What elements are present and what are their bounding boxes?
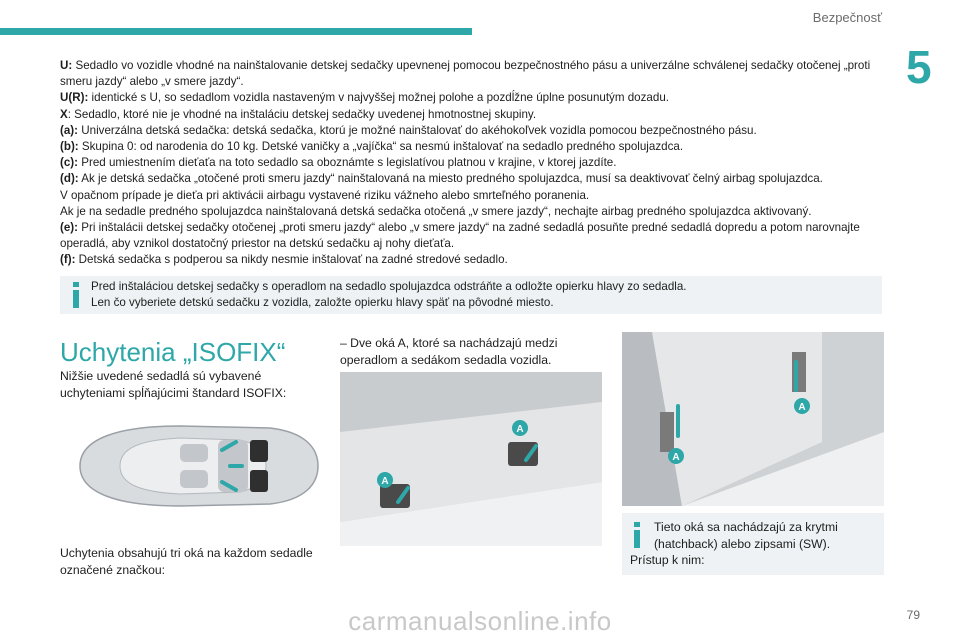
legend-text: Pri inštalácii detskej sedačky otočenej „proti smeru jazdy“ alebo „v smere jazdy“ na zadné sedadlá posuňte predné sedadlá dopredu a potom narovnajte operadlá, aby vznikol dostatočný priestor na detskú sedačku aj nohy dieťaťa. [60,221,860,251]
label-a-2: A [516,424,524,435]
header-accent-bar [0,28,472,35]
chapter-number: 5 [906,41,932,93]
info-icon [69,282,83,308]
rear-seat-illustration [340,372,602,546]
legend-key: (f): [60,253,76,267]
legend-line [60,220,890,252]
label-a-1: A [381,476,389,487]
legend-key: (a): [60,123,79,137]
info-box [60,276,882,314]
isofix-anchor-text: Uchytenia obsahujú tri oká na každom sedadle označené značkou: [60,546,313,577]
watermark: carmanualsonline.info [348,606,612,636]
isofix-anchor-closeup [622,332,884,506]
legend-text [60,58,890,269]
legend-text: identické s U, so sedadlom vozidla nastaveným v najvyššej možnej polohe a pozdĺžne úplne posunutým dozadu. [88,91,669,105]
legend-text: Detská sedačka s podperou sa nikdy nesmie inštalovať na zadné stredové sedadlo. [75,253,508,267]
legend-key: (c): [60,156,79,170]
legend-line [60,90,890,106]
legend-text: V opačnom prípade je dieťa pri aktivácii airbagu vystavené riziku vážneho alebo smrteľného poranenia. [60,188,590,202]
legend-key: (e): [60,221,79,235]
legend-text: Pred umiestnením dieťaťa na toto sedadlo sa oboznámte s legislatívou platnou v krajine, v ktorej jazdíte. [78,156,617,170]
legend-line [60,252,890,268]
legend-text: Ak je na sedadle predného spolujazdca nainštalovaná detská sedačka otočená „v smere jazdy“, nechajte airbag predného spolujazdca aktivovaný. [60,204,812,218]
legend-text: : Sedadlo, ktoré nie je vhodné na inštaláciu detskej sedačky uvedenej hmotnostnej skupiny. [67,107,537,121]
legend-key: (b): [60,140,79,154]
isofix-heading: Uchytenia „ISOFIX“ [60,337,286,367]
legend-line [60,139,890,155]
legend-line [60,123,890,139]
legend-key: (d): [60,172,79,186]
legend-key: X [60,107,68,121]
legend-key: U: [60,59,73,72]
isofix-rings-text: – Dve oká A, ktoré sa nachádzajú medzi operadlom a sedákom sedadla vozidla. [340,336,558,367]
note-text: Tieto oká sa nachádzajú za krytmi (hatchback) alebo zipsami (SW). [654,520,838,551]
legend-line [60,107,890,123]
legend-text: Ak je detská sedačka „otočené proti smeru jazdy“ nainštalovaná na miesto predného spolujazdca, musí sa deaktivovať čelný airbag spolujazdca. [78,172,823,186]
info-line-1: Pred inštaláciou detskej sedačky s operadlom na sedadlo spolujazdca odstráňte a odložte opierku hlavy zo sedadla. [91,280,687,293]
isofix-intro: Nižšie uvedené sedadlá sú vybavené uchyteniami spĺňajúcimi štandard ISOFIX: [60,369,287,400]
legend-text: Sedadlo vo vozidle vhodné na nainštalovanie detskej sedačky upevnenej pomocou bezpečnostného pásu a univerzálne schválenej sedačky otočenej „proti smeru jazdy“ alebo „v smere jazdy“. [60,59,871,89]
legend-line [60,204,890,220]
note-access-text: Prístup k nim: [630,553,705,567]
info-icon [630,522,644,548]
legend-line [60,171,890,187]
legend-text: Univerzálna detská sedačka: detská sedačka, ktorú je možné nainštalovať do akéhokoľvek vozidla pomocou bezpečnostného pásu. [78,123,757,137]
page-number: 79 [906,608,920,622]
info-line-2: Len čo vyberiete detskú sedačku z vozidla, založte opierku hlavy späť na pôvodné miesto. [91,296,554,310]
legend-key: U(R): [60,91,89,105]
label-a-3: A [672,452,680,463]
section-title: Bezpečnosť [812,10,882,25]
legend-line [60,58,890,90]
legend-text: Skupina 0: od narodenia do 10 kg. Detské vaničky a „vajíčka“ sa nesmú inštalovať na sedadlo predného spolujazdca. [78,140,684,154]
legend-line [60,155,890,171]
label-a-4: A [798,402,806,413]
legend-line [60,188,890,204]
car-top-view-illustration [60,416,322,516]
note-box [622,513,884,575]
